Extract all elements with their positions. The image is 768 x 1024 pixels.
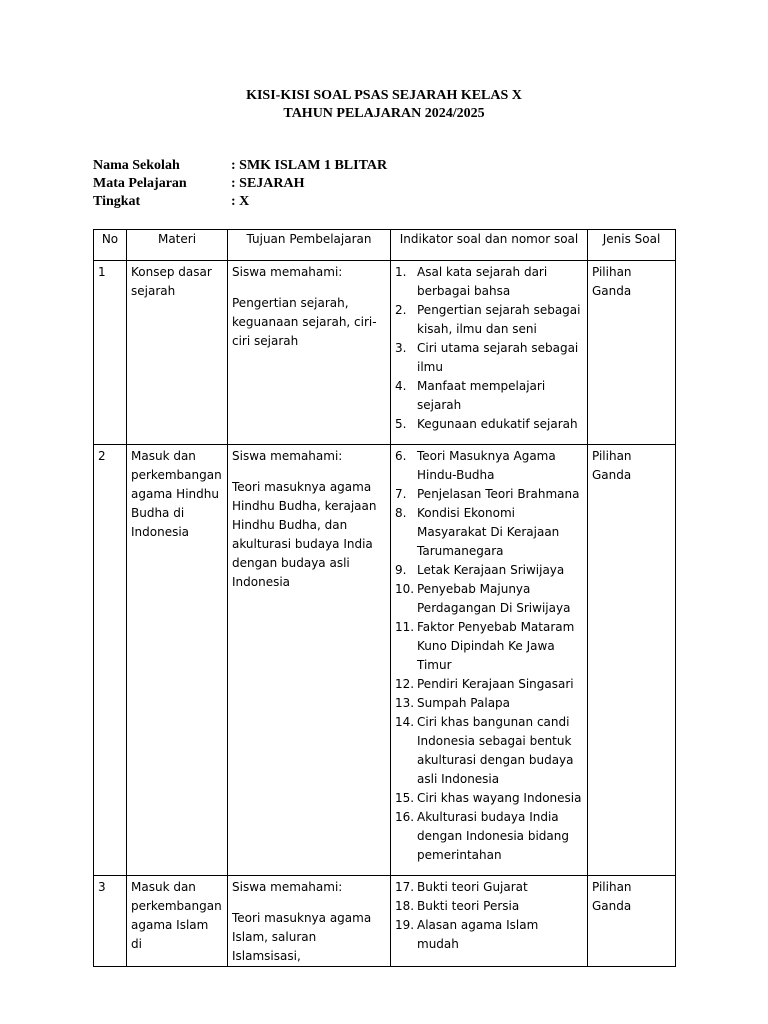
indikator-list [395, 263, 583, 434]
list-item: 1. Asal kata sejarah dari berbagai bahsa [395, 265, 548, 298]
list-item: 12. Pendiri Kerajaan Singasari [395, 677, 574, 691]
list-item: 11. Faktor Penyebab Mataram Kuno Dipindah Ke Jawa Timur [395, 620, 575, 672]
header-tujuan: Tujuan Pembelajaran [228, 230, 391, 261]
cell-tujuan [228, 261, 391, 445]
list-item: 4. Manfaat mempelajari sejarah [395, 379, 546, 412]
kisi-kisi-table [93, 229, 676, 967]
info-value-school: : SMK ISLAM 1 BLITAR [231, 158, 388, 173]
list-item: 2. Pengertian sejarah sebagai kisah, ilmu dan seni [395, 303, 581, 336]
list-item: 9. Letak Kerajaan Sriwijaya [395, 563, 565, 577]
list-item: 16. Akulturasi budaya India dengan Indonesia bidang pemerintahan [395, 810, 569, 862]
info-label-grade: Tingkat [93, 194, 141, 209]
list-item: 8. Kondisi Ekonomi Masyarakat Di Kerajaan Tarumanegara [395, 506, 560, 558]
title-line-1: KISI-KISI SOAL PSAS SEJARAH KELAS X [246, 88, 522, 103]
list-item: 13. Sumpah Palapa [395, 696, 511, 710]
tujuan-detail: Teori masuknya agama Islam, saluran Islamsisasi, [232, 911, 372, 963]
info-value-grade: : X [231, 194, 250, 209]
info-label-school: Nama Sekolah [93, 158, 180, 173]
cell-indikator [391, 876, 588, 967]
list-item: 5. Kegunaan edukatif sejarah [395, 417, 578, 431]
cell-no: 2 [94, 445, 127, 876]
list-item: 17. Bukti teori Gujarat [395, 880, 528, 894]
header-no: No [94, 230, 127, 261]
table-row [94, 876, 676, 967]
cell-tujuan [228, 445, 391, 876]
title-line-2: TAHUN PELAJARAN 2024/2025 [283, 106, 485, 121]
indikator-list [395, 447, 583, 865]
cell-materi: Konsep dasar sejarah [127, 261, 228, 445]
tujuan-intro: Siswa memahami: [232, 265, 343, 279]
list-item: 15. Ciri khas wayang Indonesia [395, 791, 582, 805]
cell-no: 1 [94, 261, 127, 445]
indikator-list [395, 878, 583, 954]
tujuan-intro: Siswa memahami: [232, 880, 343, 894]
table-row [94, 261, 676, 445]
list-item: 6. Teori Masuknya Agama Hindu-Budha [395, 449, 556, 482]
list-item: 19. Alasan agama Islam mudah [395, 918, 539, 951]
table-row [94, 445, 676, 876]
header-jenis: Jenis Soal [588, 230, 676, 261]
list-item: 10. Penyebab Majunya Perdagangan Di Sriwijaya [395, 582, 571, 615]
list-item: 18. Bukti teori Persia [395, 899, 520, 913]
cell-no: 3 [94, 876, 127, 967]
tujuan-detail: Teori masuknya agama Hindhu Budha, kerajaan Hindhu Budha, dan akulturasi budaya India dengan budaya asli Indonesia [232, 480, 377, 589]
list-item: 7. Penjelasan Teori Brahmana [395, 487, 580, 501]
header-indikator: Indikator soal dan nomor soal [391, 230, 588, 261]
cell-materi: Masuk dan perkembangan agama Islam di [127, 876, 228, 967]
table-header-row [94, 230, 676, 261]
list-item: 3. Ciri utama sejarah sebagai ilmu [395, 341, 579, 374]
cell-tujuan [228, 876, 391, 967]
tujuan-intro: Siswa memahami: [232, 449, 343, 463]
cell-indikator [391, 445, 588, 876]
info-label-subject: Mata Pelajaran [93, 176, 187, 191]
info-value-subject: : SEJARAH [231, 176, 305, 191]
cell-materi: Masuk dan perkembangan agama Hindhu Budha di Indonesia [127, 445, 228, 876]
cell-jenis: Pilihan Ganda [588, 876, 676, 967]
cell-indikator [391, 261, 588, 445]
cell-jenis: Pilihan Ganda [588, 261, 676, 445]
header-materi: Materi [127, 230, 228, 261]
cell-jenis: Pilihan Ganda [588, 445, 676, 876]
list-item: 14. Ciri khas bangunan candi Indonesia sebagai bentuk akulturasi dengan budaya asli Indonesia [395, 715, 574, 786]
tujuan-detail: Pengertian sejarah, keguanaan sejarah, ciri-ciri sejarah [232, 296, 377, 348]
